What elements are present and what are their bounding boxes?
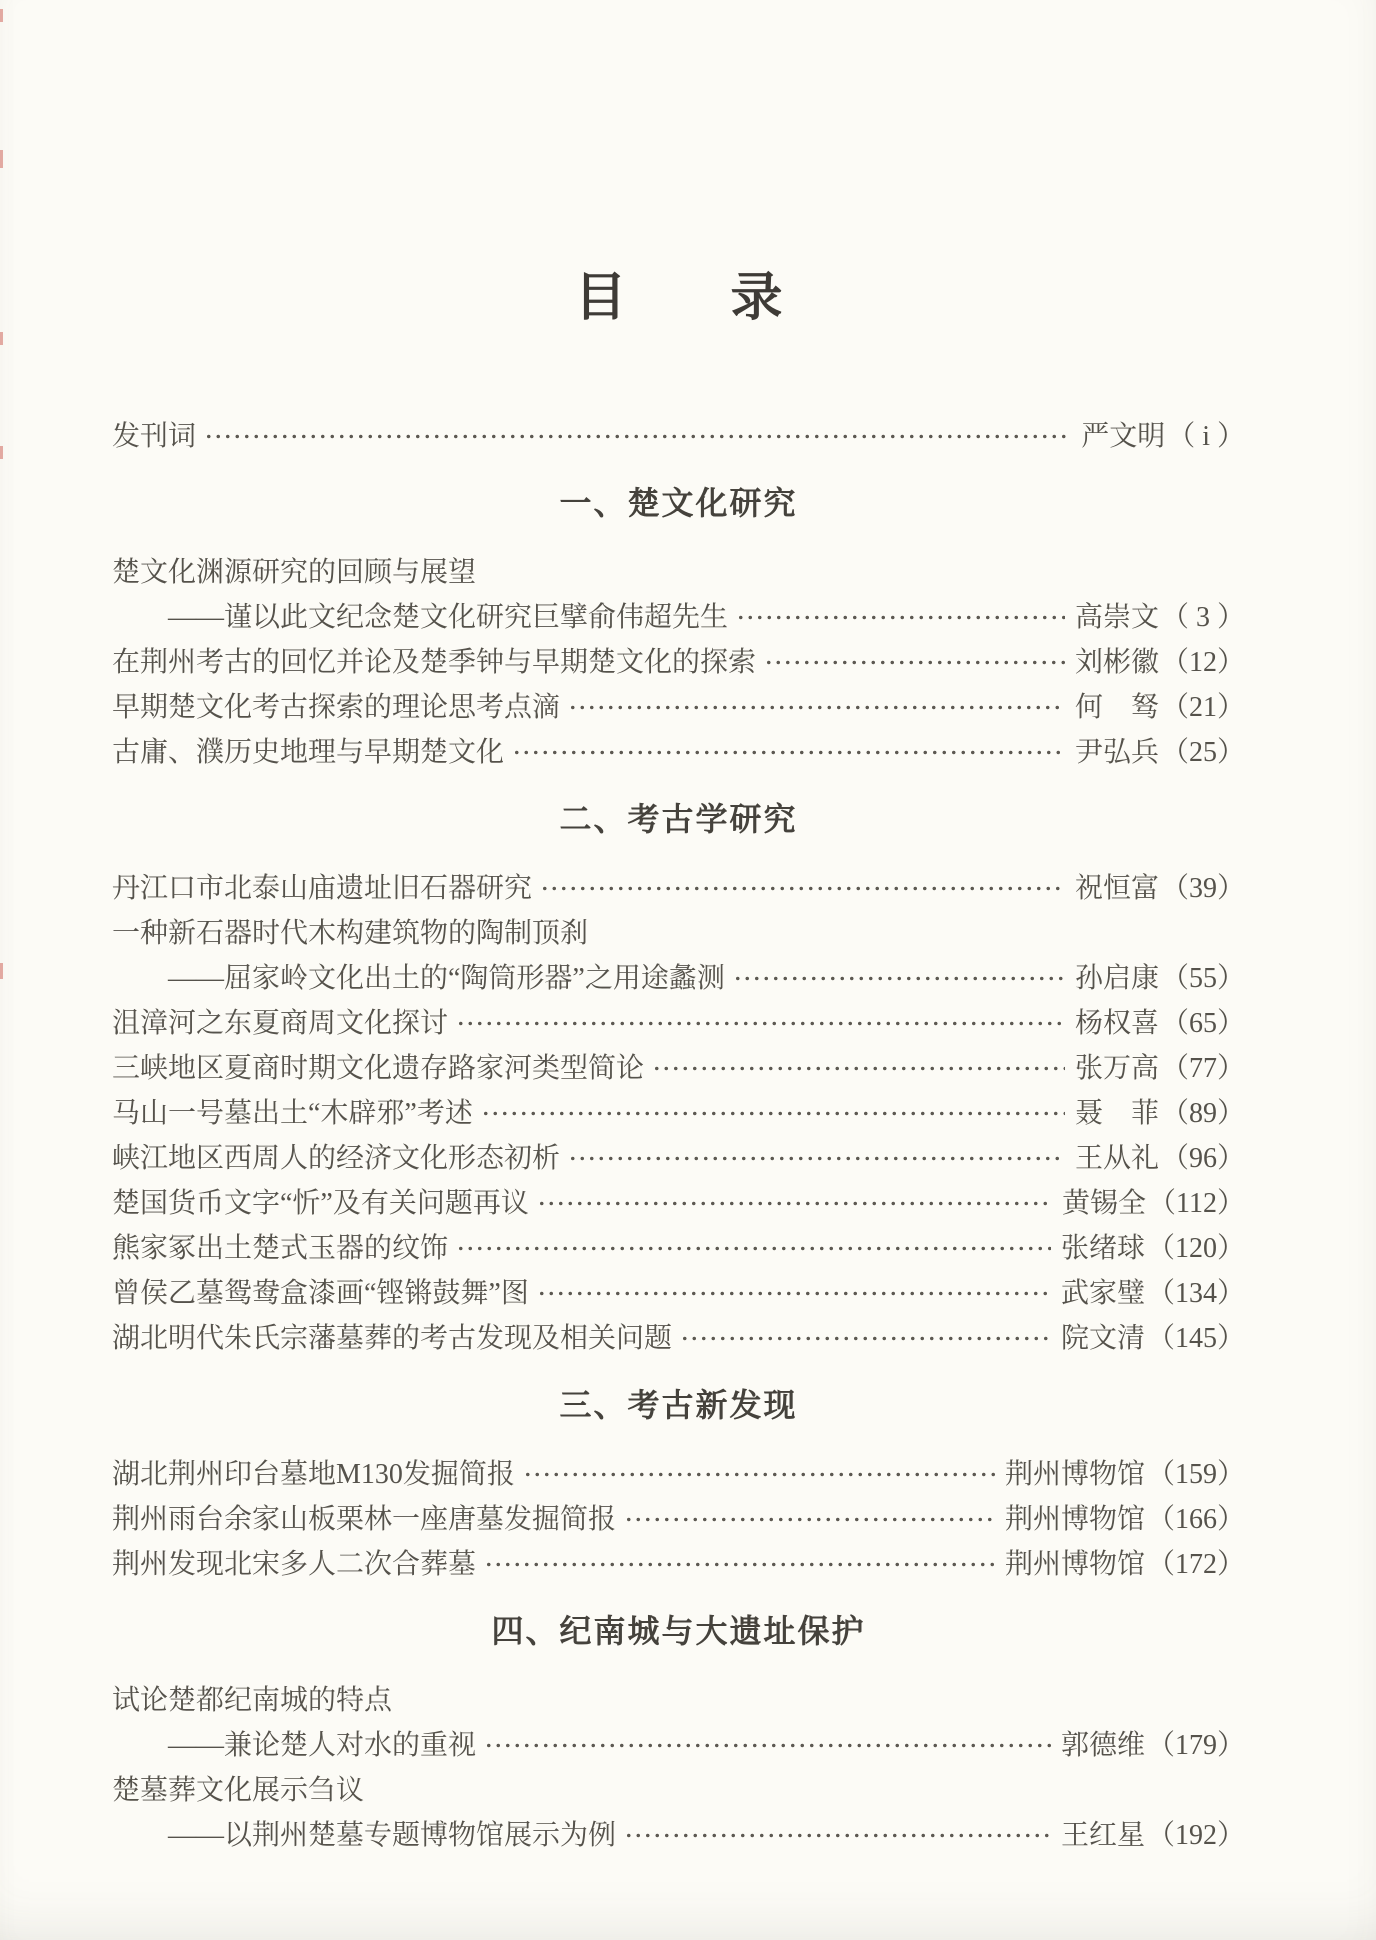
entry-author: 王从礼	[1074, 1143, 1159, 1174]
entry-pretitle: 楚墓葬文化展示刍议	[112, 1775, 365, 1806]
entry-author: 孙启康	[1074, 963, 1159, 994]
entry-author-block	[1005, 1542, 1245, 1587]
toc-entry-row	[112, 1723, 1245, 1768]
entry-author: 荆州博物馆	[1004, 1504, 1145, 1535]
entry-title-text: 三峡地区夏商时期文化遗存路家河类型简论	[112, 1053, 645, 1084]
entry-page-number: （159）	[1146, 1459, 1245, 1490]
entry-page-number: （39）	[1160, 873, 1245, 904]
entry-author-block	[1062, 1181, 1245, 1226]
scan-artifact-mark	[0, 446, 3, 459]
entry-page-number: （172）	[1146, 1549, 1245, 1580]
toc-entry-row	[112, 640, 1245, 685]
entry-title-text: 在荆州考古的回忆并论及楚季钟与早期楚文化的探索	[112, 647, 757, 678]
entry-title-text: 湖北荆州印台墓地M130发掘简报	[112, 1459, 515, 1490]
dot-leader	[733, 956, 1065, 1001]
entry-author: 杨权喜	[1074, 1008, 1159, 1039]
toc-entry-row	[112, 1181, 1245, 1226]
entry-author: 王红星	[1060, 1820, 1145, 1851]
dot-leader	[512, 730, 1065, 775]
entry-author: 尹弘兵	[1074, 737, 1159, 768]
dot-leader	[523, 1452, 995, 1497]
entry-title-text: ——谨以此文纪念楚文化研究巨擘俞伟超先生	[168, 602, 729, 633]
entry-author-block	[1075, 595, 1245, 640]
entry-author: 郭德维	[1060, 1730, 1145, 1761]
entry-title-text: 荆州雨台余家山板栗林一座唐墓发掘简报	[112, 1504, 617, 1535]
dot-leader	[568, 1136, 1065, 1181]
section-heading: 二、考古学研究	[559, 800, 798, 838]
toc-entry-row	[112, 1136, 1245, 1181]
dot-leader	[568, 685, 1065, 730]
scan-artifact-mark	[0, 150, 3, 168]
entry-title-text: 丹江口市北泰山庙遗址旧石器研究	[112, 873, 533, 904]
entry-title-text: ——以荆州楚墓专题博物馆展示为例	[168, 1820, 617, 1851]
entry-author-block	[1075, 1091, 1245, 1136]
entry-title-text: 沮漳河之东夏商周文化探讨	[112, 1008, 449, 1039]
dot-leader	[484, 1723, 1051, 1768]
entry-author: 荆州博物馆	[1004, 1459, 1145, 1490]
entry-author: 聂 菲	[1074, 1098, 1159, 1129]
dot-leader	[456, 1001, 1065, 1046]
entry-author: 黄锡全	[1062, 1188, 1147, 1219]
entry-author-block	[1075, 1136, 1245, 1181]
entry-pretitle: 一种新石器时代木构建筑物的陶制顶刹	[112, 918, 589, 949]
entry-author-block	[1075, 685, 1245, 730]
scan-artifact-mark	[0, 332, 3, 345]
dot-leader	[484, 1542, 995, 1587]
entry-title-text: 楚国货币文字“忻”及有关问题再议	[112, 1188, 529, 1219]
toc-entry-row	[112, 1452, 1245, 1497]
toc-entry-row	[112, 1226, 1245, 1271]
toc-entry-row	[112, 685, 1245, 730]
toc-entry-row	[112, 1316, 1245, 1361]
entry-author: 院文清	[1060, 1323, 1145, 1354]
entry-title-text: 峡江地区西周人的经济文化形态初析	[112, 1143, 561, 1174]
page-title: 目 录	[574, 270, 783, 327]
entry-author-block	[1005, 1497, 1245, 1542]
entry-author: 张绪球	[1060, 1233, 1145, 1264]
entry-page-number: （21）	[1160, 692, 1245, 723]
entry-author-block	[1075, 1046, 1245, 1091]
toc-entry-row	[112, 1001, 1245, 1046]
entry-page-number: （25）	[1160, 737, 1245, 768]
entry-title-text: 熊家冢出土楚式玉器的纹饰	[112, 1233, 449, 1264]
entry-page-number: （65）	[1160, 1008, 1245, 1039]
entry-author-block	[1075, 956, 1245, 1001]
entry-author-block	[1005, 1452, 1245, 1497]
toc-entry-row	[112, 1813, 1245, 1858]
dot-leader	[624, 1497, 995, 1542]
entry-title-text: 早期楚文化考古探索的理论思考点滴	[112, 692, 561, 723]
section-heading: 一、楚文化研究	[559, 484, 798, 522]
entry-title-text: ——屈家岭文化出土的“陶筒形器”之用途蠡测	[168, 963, 725, 994]
entry-page-number: （ 3 ）	[1160, 602, 1245, 633]
entry-author: 刘彬徽	[1074, 647, 1159, 678]
dot-leader	[204, 414, 1071, 459]
entry-author-block	[1075, 730, 1245, 775]
entry-pretitle: 楚文化渊源研究的回顾与展望	[112, 557, 477, 588]
entry-author-block	[1061, 1226, 1245, 1271]
toc-entry-row	[112, 866, 1245, 911]
entry-page-number: （179）	[1146, 1730, 1245, 1761]
scan-artifact-mark	[0, 963, 3, 979]
entry-author-block	[1075, 866, 1245, 911]
dot-leader	[481, 1091, 1065, 1136]
scan-artifact-mark	[0, 9, 3, 22]
dot-leader	[764, 640, 1065, 685]
entry-page-number: （55）	[1160, 963, 1245, 994]
dot-leader	[652, 1046, 1065, 1091]
toc-entry-row	[112, 1091, 1245, 1136]
entry-page-number: （ i ）	[1167, 421, 1245, 452]
section-heading: 三、考古新发现	[559, 1386, 798, 1424]
toc-content	[0, 272, 1376, 1858]
entry-author: 何 驽	[1074, 692, 1159, 723]
entry-author-block	[1081, 414, 1245, 459]
dot-leader	[540, 866, 1065, 911]
toc-entry-row	[112, 956, 1245, 1001]
entry-page-number: （166）	[1146, 1504, 1245, 1535]
dot-leader	[456, 1226, 1051, 1271]
toc-entry-row	[112, 1271, 1245, 1316]
entry-title-text: 古庸、濮历史地理与早期楚文化	[112, 737, 505, 768]
entry-page-number: （145）	[1146, 1323, 1245, 1354]
dot-leader	[537, 1271, 1051, 1316]
toc-entry-row	[112, 1046, 1245, 1091]
entry-page-number: （192）	[1146, 1820, 1245, 1851]
entry-author: 武家璧	[1060, 1278, 1145, 1309]
entry-page-number: （12）	[1160, 647, 1245, 678]
dot-leader	[680, 1316, 1051, 1361]
entry-title-text: 马山一号墓出土“木辟邪”考述	[112, 1098, 473, 1129]
toc-entry-row	[112, 730, 1245, 775]
entry-author: 祝恒富	[1074, 873, 1159, 904]
entry-title-text: 荆州发现北宋多人二次合葬墓	[112, 1549, 477, 1580]
dot-leader	[624, 1813, 1051, 1858]
entry-pretitle: 试论楚都纪南城的特点	[112, 1685, 393, 1716]
entry-title-text: 湖北明代朱氏宗藩墓葬的考古发现及相关问题	[112, 1323, 673, 1354]
entry-author-block	[1075, 1001, 1245, 1046]
entry-title-text: 曾侯乙墓鸳鸯盒漆画“铿锵鼓舞”图	[112, 1278, 529, 1309]
entry-author-block	[1061, 1316, 1245, 1361]
dot-leader	[537, 1181, 1052, 1226]
toc-entry-row	[112, 414, 1245, 459]
toc-entry-row	[112, 1542, 1245, 1587]
section-heading: 四、纪南城与大遗址保护	[491, 1612, 866, 1650]
entry-title-text: ——兼论楚人对水的重视	[168, 1730, 477, 1761]
entry-author: 高崇文	[1074, 602, 1159, 633]
dot-leader	[736, 595, 1065, 640]
entry-author: 荆州博物馆	[1004, 1549, 1145, 1580]
entry-page-number: （134）	[1146, 1278, 1245, 1309]
toc-entry-row	[112, 595, 1245, 640]
entry-author-block	[1075, 640, 1245, 685]
entry-author-block	[1061, 1813, 1245, 1858]
entry-author: 张万高	[1074, 1053, 1159, 1084]
entry-author: 严文明	[1081, 421, 1166, 452]
entry-page-number: （120）	[1146, 1233, 1245, 1264]
entry-page-number: （77）	[1160, 1053, 1245, 1084]
entry-author-block	[1061, 1723, 1245, 1768]
entry-author-block	[1061, 1271, 1245, 1316]
entry-page-number: （96）	[1160, 1143, 1245, 1174]
entry-title-text: 发刊词	[112, 421, 197, 452]
entry-page-number: （112）	[1148, 1188, 1245, 1219]
toc-entry-row	[112, 1497, 1245, 1542]
entry-page-number: （89）	[1160, 1098, 1245, 1129]
